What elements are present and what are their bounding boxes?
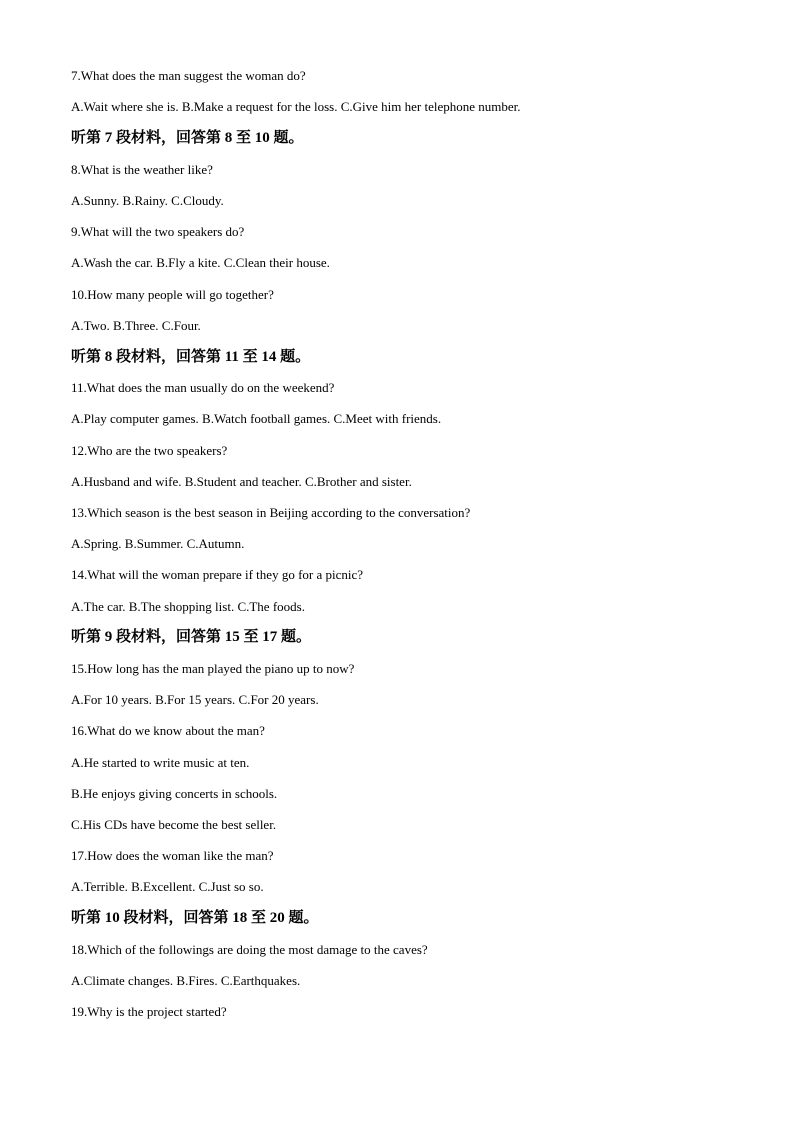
options-8: A.Sunny. B.Rainy. C.Cloudy. xyxy=(71,193,224,208)
options-17: A.Terrible. B.Excellent. C.Just so so. xyxy=(71,879,264,894)
section-heading-9: 听第 9 段材料，回答第 15 至 17 题。 xyxy=(71,629,312,645)
options-13: A.Spring. B.Summer. C.Autumn. xyxy=(71,536,245,551)
question-12: 12.Who are the two speakers? xyxy=(71,443,228,458)
question-18: 18.Which of the followings are doing the most damage to the caves? xyxy=(71,942,428,957)
question-13: 13.Which season is the best season in Beijing according to the conversation? xyxy=(71,505,471,520)
options-9: A.Wash the car. B.Fly a kite. C.Clean their house. xyxy=(71,255,330,270)
question-8: 8.What is the weather like? xyxy=(71,162,213,177)
question-17: 17.How does the woman like the man? xyxy=(71,848,274,863)
options-15: A.For 10 years. B.For 15 years. C.For 20 years. xyxy=(71,692,319,707)
option-16-b: B.He enjoys giving concerts in schools. xyxy=(71,786,278,801)
question-11: 11.What does the man usually do on the weekend? xyxy=(71,380,335,395)
options-11: A.Play computer games. B.Watch football games. C.Meet with friends. xyxy=(71,411,442,426)
option-16-a: A.He started to write music at ten. xyxy=(71,755,250,770)
options-14: A.The car. B.The shopping list. C.The foods. xyxy=(71,599,305,614)
question-9: 9.What will the two speakers do? xyxy=(71,224,245,239)
options-10: A.Two. B.Three. C.Four. xyxy=(71,318,201,333)
question-10: 10.How many people will go together? xyxy=(71,287,274,302)
section-heading-10: 听第 10 段材料，回答第 18 至 20 题。 xyxy=(71,910,319,926)
question-14: 14.What will the woman prepare if they go for a picnic? xyxy=(71,567,364,582)
option-16-c: C.His CDs have become the best seller. xyxy=(71,817,277,832)
options-7: A.Wait where she is. B.Make a request for the loss. C.Give him her telephone number. xyxy=(71,99,521,114)
question-19: 19.Why is the project started? xyxy=(71,1004,227,1019)
section-heading-7: 听第 7 段材料，回答第 8 至 10 题。 xyxy=(71,130,304,146)
options-12: A.Husband and wife. B.Student and teacher. C.Brother and sister. xyxy=(71,474,412,489)
question-7: 7.What does the man suggest the woman do? xyxy=(71,68,306,83)
section-heading-8: 听第 8 段材料，回答第 11 至 14 题。 xyxy=(71,349,311,365)
options-18: A.Climate changes. B.Fires. C.Earthquakes. xyxy=(71,973,301,988)
question-15: 15.How long has the man played the piano up to now? xyxy=(71,661,355,676)
question-16: 16.What do we know about the man? xyxy=(71,723,265,738)
